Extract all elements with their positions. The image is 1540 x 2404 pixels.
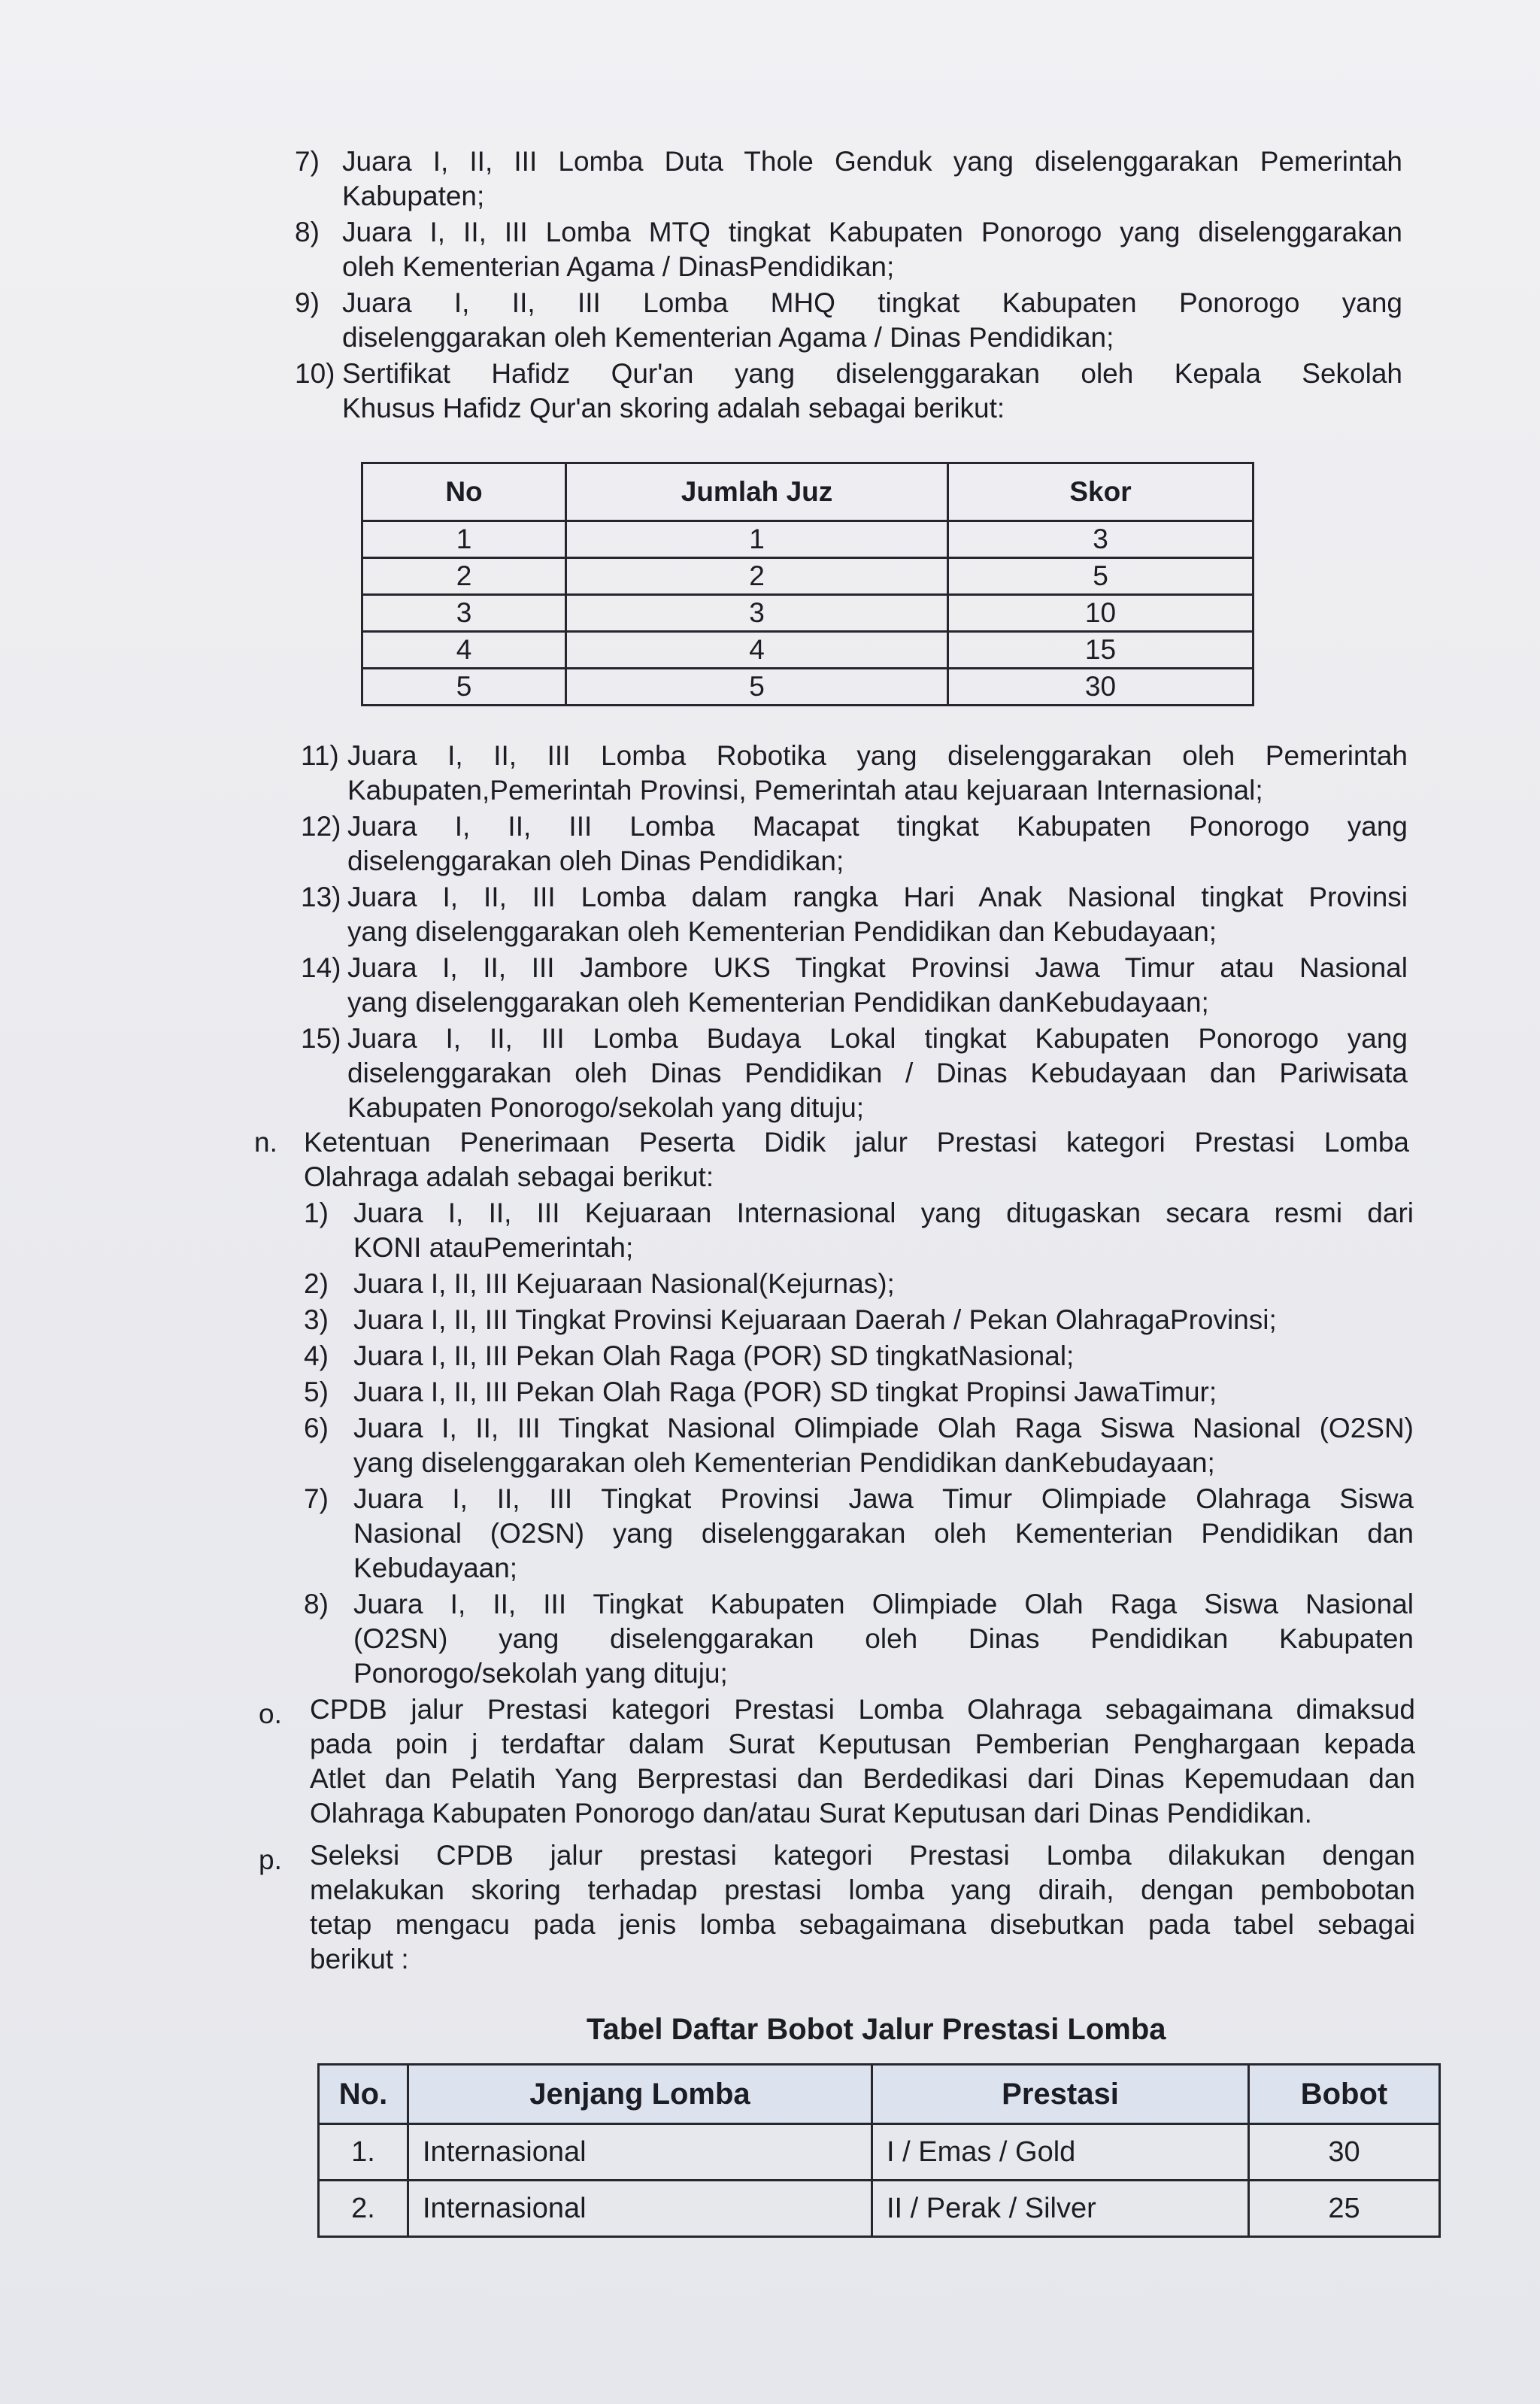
list-item-text: Juara I, II, III Pekan Olah Raga (POR) SD tingkat Propinsi JawaTimur; bbox=[353, 1377, 1217, 1407]
list-item-text: Kabupaten,Pemerintah Provinsi, Pemerintah atau kejuaraan Internasional; bbox=[347, 775, 1263, 806]
list-item-text: diselenggarakan oleh Dinas Pendidikan / Dinas Kebudayaan dan Pariwisata bbox=[347, 1058, 1408, 1088]
section-text: Atlet dan Pelatih Yang Berprestasi dan Berdedikasi dari Dinas Kepemudaan dan bbox=[310, 1763, 1415, 1794]
list-item-text: Juara I, II, III Lomba MTQ tingkat Kabupaten Ponorogo yang diselenggarakan bbox=[342, 217, 1402, 247]
column-header-bobot: Bobot bbox=[1249, 2065, 1440, 2124]
cell-bobot: 30 bbox=[1249, 2124, 1440, 2181]
cell-jumlah-juz: 1 bbox=[566, 521, 948, 558]
section-label: o. bbox=[259, 1698, 282, 1729]
list-item-text: Juara I, II, III Kejuaraan Internasional yang ditugaskan secara resmi dari bbox=[353, 1197, 1414, 1228]
cell-skor: 3 bbox=[948, 521, 1254, 558]
list-item-text: Juara I, II, III Lomba dalam rangka Hari Anak Nasional tingkat Provinsi bbox=[347, 882, 1408, 912]
list-item-text: diselenggarakan oleh Kementerian Agama / Dinas Pendidikan; bbox=[342, 322, 1114, 353]
list-item-text: Juara I, II, III Tingkat Provinsi Jawa Timur Olimpiade Olahraga Siswa bbox=[353, 1483, 1414, 1514]
list-item-text: Khusus Hafidz Qur'an skoring adalah sebagai berikut: bbox=[342, 393, 1005, 423]
section-text: Ketentuan Penerimaan Peserta Didik jalur Prestasi kategori Prestasi Lomba bbox=[304, 1127, 1409, 1158]
section-label: n. bbox=[254, 1127, 277, 1158]
list-item-text: diselenggarakan oleh Dinas Pendidikan; bbox=[347, 845, 844, 876]
list-item-number: 15) bbox=[301, 1023, 341, 1054]
section-text: Olahraga adalah sebagai berikut: bbox=[304, 1161, 714, 1192]
cell-skor: 15 bbox=[948, 632, 1254, 669]
list-item-text: Juara I, II, III Lomba MHQ tingkat Kabupaten Ponorogo yang bbox=[342, 287, 1402, 318]
section-text: Seleksi CPDB jalur prestasi kategori Prestasi Lomba dilakukan dengan bbox=[310, 1840, 1415, 1871]
cell-skor: 30 bbox=[948, 669, 1254, 706]
list-item-number: 14) bbox=[301, 952, 341, 983]
list-item-text: yang diselenggarakan oleh Kementerian Pendidikan danKebudayaan; bbox=[353, 1447, 1215, 1478]
list-item-number: 3) bbox=[304, 1304, 329, 1335]
list-item-text: Kabupaten Ponorogo/sekolah yang dituju; bbox=[347, 1092, 865, 1123]
list-item-number: 4) bbox=[304, 1340, 329, 1371]
section-text: tetap mengacu pada jenis lomba sebagaimana disebutkan pada tabel sebagai bbox=[310, 1909, 1415, 1940]
cell-skor: 5 bbox=[948, 558, 1254, 595]
section-text: Olahraga Kabupaten Ponorogo dan/atau Surat Keputusan dari Dinas Pendidikan. bbox=[310, 1798, 1312, 1829]
table-header-row bbox=[362, 463, 1254, 521]
list-item-text: Sertifikat Hafidz Qur'an yang diselenggarakan oleh Kepala Sekolah bbox=[342, 358, 1402, 389]
cell-prestasi: I / Emas / Gold bbox=[872, 2124, 1249, 2181]
list-item-text: Juara I, II, III Jambore UKS Tingkat Provinsi Jawa Timur atau Nasional bbox=[347, 952, 1408, 983]
list-item-text: (O2SN) yang diselenggarakan oleh Dinas Pendidikan Kabupaten bbox=[353, 1623, 1414, 1654]
cell-no: 4 bbox=[362, 632, 566, 669]
list-item-number: 11) bbox=[301, 740, 339, 771]
list-item-text: Juara I, II, III Lomba Robotika yang diselenggarakan oleh Pemerintah bbox=[347, 740, 1408, 771]
list-item-text: Ponorogo/sekolah yang dituju; bbox=[353, 1658, 728, 1689]
table-row bbox=[362, 558, 1254, 595]
bobot-table-title: Tabel Daftar Bobot Jalur Prestasi Lomba bbox=[587, 2013, 1166, 2046]
cell-jumlah-juz: 5 bbox=[566, 669, 948, 706]
list-item-number: 5) bbox=[304, 1377, 329, 1407]
column-header-jenjang-lomba: Jenjang Lomba bbox=[408, 2065, 872, 2124]
list-item-text: oleh Kementerian Agama / DinasPendidikan; bbox=[342, 251, 895, 282]
bobot-table bbox=[317, 2063, 1441, 2238]
table-row bbox=[362, 595, 1254, 632]
table-header-row bbox=[319, 2065, 1440, 2124]
list-item-text: Nasional (O2SN) yang diselenggarakan oleh Kementerian Pendidikan dan bbox=[353, 1518, 1414, 1549]
list-item-number: 2) bbox=[304, 1268, 329, 1299]
cell-bobot: 25 bbox=[1249, 2181, 1440, 2237]
list-item-number: 7) bbox=[295, 146, 320, 177]
list-item-text: Kebudayaan; bbox=[353, 1553, 518, 1583]
cell-no: 1. bbox=[319, 2124, 408, 2181]
cell-no: 1 bbox=[362, 521, 566, 558]
section-label: p. bbox=[259, 1844, 282, 1875]
cell-jenjang-lomba: Internasional bbox=[408, 2181, 872, 2237]
cell-no: 2 bbox=[362, 558, 566, 595]
list-item-number: 8) bbox=[295, 217, 320, 247]
cell-jumlah-juz: 3 bbox=[566, 595, 948, 632]
list-item-number: 12) bbox=[301, 811, 341, 842]
column-header-skor: Skor bbox=[948, 463, 1254, 521]
list-item-number: 9) bbox=[295, 287, 320, 318]
column-header-prestasi: Prestasi bbox=[872, 2065, 1249, 2124]
table-row bbox=[362, 521, 1254, 558]
list-item-text: yang diselenggarakan oleh Kementerian Pendidikan danKebudayaan; bbox=[347, 987, 1209, 1018]
table-row bbox=[362, 632, 1254, 669]
column-header-no: No bbox=[362, 463, 566, 521]
cell-jumlah-juz: 4 bbox=[566, 632, 948, 669]
cell-skor: 10 bbox=[948, 595, 1254, 632]
cell-no: 3 bbox=[362, 595, 566, 632]
list-item-number: 6) bbox=[304, 1413, 329, 1443]
column-header-no: No. bbox=[319, 2065, 408, 2124]
table-row bbox=[362, 669, 1254, 706]
list-item-text: Juara I, II, III Tingkat Kabupaten Olimpiade Olah Raga Siswa Nasional bbox=[353, 1589, 1414, 1619]
list-item-text: Juara I, II, III Lomba Budaya Lokal tingkat Kabupaten Ponorogo yang bbox=[347, 1023, 1408, 1054]
column-header-jumlah-juz: Jumlah Juz bbox=[566, 463, 948, 521]
section-text: berikut : bbox=[310, 1944, 409, 1974]
cell-jenjang-lomba: Internasional bbox=[408, 2124, 872, 2181]
table-row bbox=[319, 2181, 1440, 2237]
list-item-text: Juara I, II, III Kejuaraan Nasional(Kejurnas); bbox=[353, 1268, 895, 1299]
cell-no: 2. bbox=[319, 2181, 408, 2237]
list-item-number: 13) bbox=[301, 882, 341, 912]
list-item-text: Juara I, II, III Tingkat Nasional Olimpiade Olah Raga Siswa Nasional (O2SN) bbox=[353, 1413, 1414, 1443]
list-item-text: KONI atauPemerintah; bbox=[353, 1232, 634, 1263]
cell-no: 5 bbox=[362, 669, 566, 706]
list-item-text: Juara I, II, III Tingkat Provinsi Kejuaraan Daerah / Pekan OlahragaProvinsi; bbox=[353, 1304, 1277, 1335]
section-text: CPDB jalur Prestasi kategori Prestasi Lomba Olahraga sebagaimana dimaksud bbox=[310, 1694, 1415, 1725]
list-item-text: Juara I, II, III Pekan Olah Raga (POR) SD tingkatNasional; bbox=[353, 1340, 1075, 1371]
list-item-number: 1) bbox=[304, 1197, 329, 1228]
list-item-number: 8) bbox=[304, 1589, 329, 1619]
cell-prestasi: II / Perak / Silver bbox=[872, 2181, 1249, 2237]
juz-score-table bbox=[361, 462, 1254, 706]
table-row bbox=[319, 2124, 1440, 2181]
list-item-text: Juara I, II, III Lomba Macapat tingkat Kabupaten Ponorogo yang bbox=[347, 811, 1408, 842]
cell-jumlah-juz: 2 bbox=[566, 558, 948, 595]
section-text: melakukan skoring terhadap prestasi lomba yang diraih, dengan pembobotan bbox=[310, 1874, 1415, 1905]
list-item-number: 7) bbox=[304, 1483, 329, 1514]
section-text: pada poin j terdaftar dalam Surat Keputusan Pemberian Penghargaan kepada bbox=[310, 1729, 1415, 1759]
list-item-number: 10) bbox=[295, 358, 335, 389]
list-item-text: yang diselenggarakan oleh Kementerian Pendidikan dan Kebudayaan; bbox=[347, 916, 1217, 947]
list-item-text: Kabupaten; bbox=[342, 181, 485, 211]
list-item-text: Juara I, II, III Lomba Duta Thole Genduk yang diselenggarakan Pemerintah bbox=[342, 146, 1402, 177]
